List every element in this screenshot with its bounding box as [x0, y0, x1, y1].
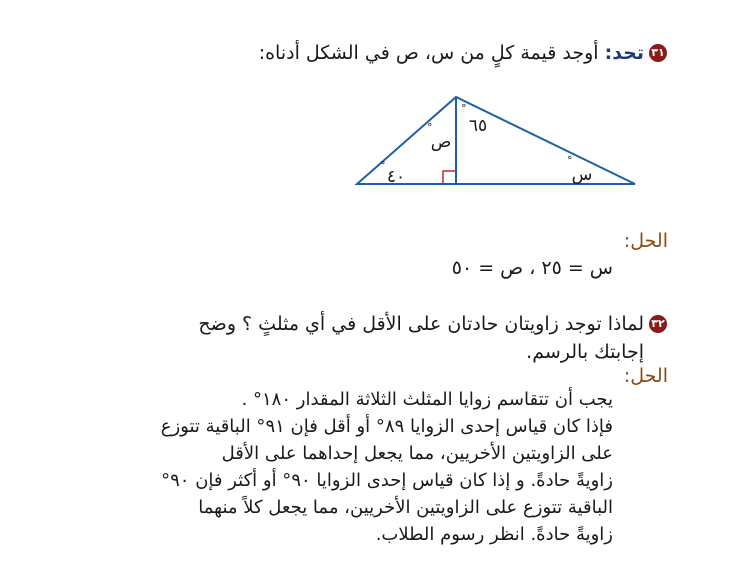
question-number-31: ٣١: [649, 44, 667, 62]
right-angle-mark: [443, 171, 456, 184]
angle-label-top: ٦٥: [468, 116, 488, 136]
solution-label-31: الحل:: [623, 230, 668, 252]
question-32-line-1: لماذا توجد زاويتان حادتان على الأقل في أي مثلثٍ ؟ وضح: [198, 313, 644, 335]
triangle-figure: [340, 85, 650, 200]
question-32-line-2: إجابتك بالرسم.: [526, 341, 644, 363]
degree-mark-left: °: [380, 159, 386, 172]
question-31-prompt: أوجد قيمة كلٍ من س، ص في الشكل أدناه:: [258, 42, 599, 64]
solution-32-line: زاويةً حادةً. و إذا كان قياس إحدى الزوايا ٩٠° أو أكثر فإن ٩٠°: [161, 470, 613, 491]
solution-32-line: على الزاويتين الأخريين، مما يجعل إحداهما على الأقل: [221, 443, 613, 464]
angle-label-y: ص: [430, 132, 452, 152]
solution-32-line: الباقية تتوزع على الزاويتين الأخريين، مما يجعل كلاً منهما: [198, 497, 613, 518]
challenge-label: تحد:: [604, 42, 644, 64]
solution-label-32: الحل:: [623, 365, 668, 387]
solution-32-line: زاويةً حادةً. انظر رسوم الطلاب.: [375, 524, 613, 545]
degree-mark-x: °: [567, 154, 573, 167]
solution-32-paragraph: [53, 386, 613, 548]
question-31-text: [124, 39, 644, 67]
solution-32-line: يجب أن تتقاسم زوايا المثلث الثلاثة المقدار ١٨٠° .: [241, 389, 613, 410]
degree-mark-top: °: [461, 102, 467, 115]
angle-label-x: س: [571, 165, 593, 185]
answer-31: س = ٢٥ ، ص = ٥٠: [451, 257, 613, 279]
angle-label-left: ٤٠: [386, 167, 406, 187]
degree-mark-y: °: [427, 121, 433, 134]
question-number-32: ٣٢: [649, 315, 667, 333]
solution-32-line: فإذا كان قياس إحدى الزوايا ٨٩° أو أقل فإن ٩١° الباقية تتوزع: [160, 416, 613, 437]
